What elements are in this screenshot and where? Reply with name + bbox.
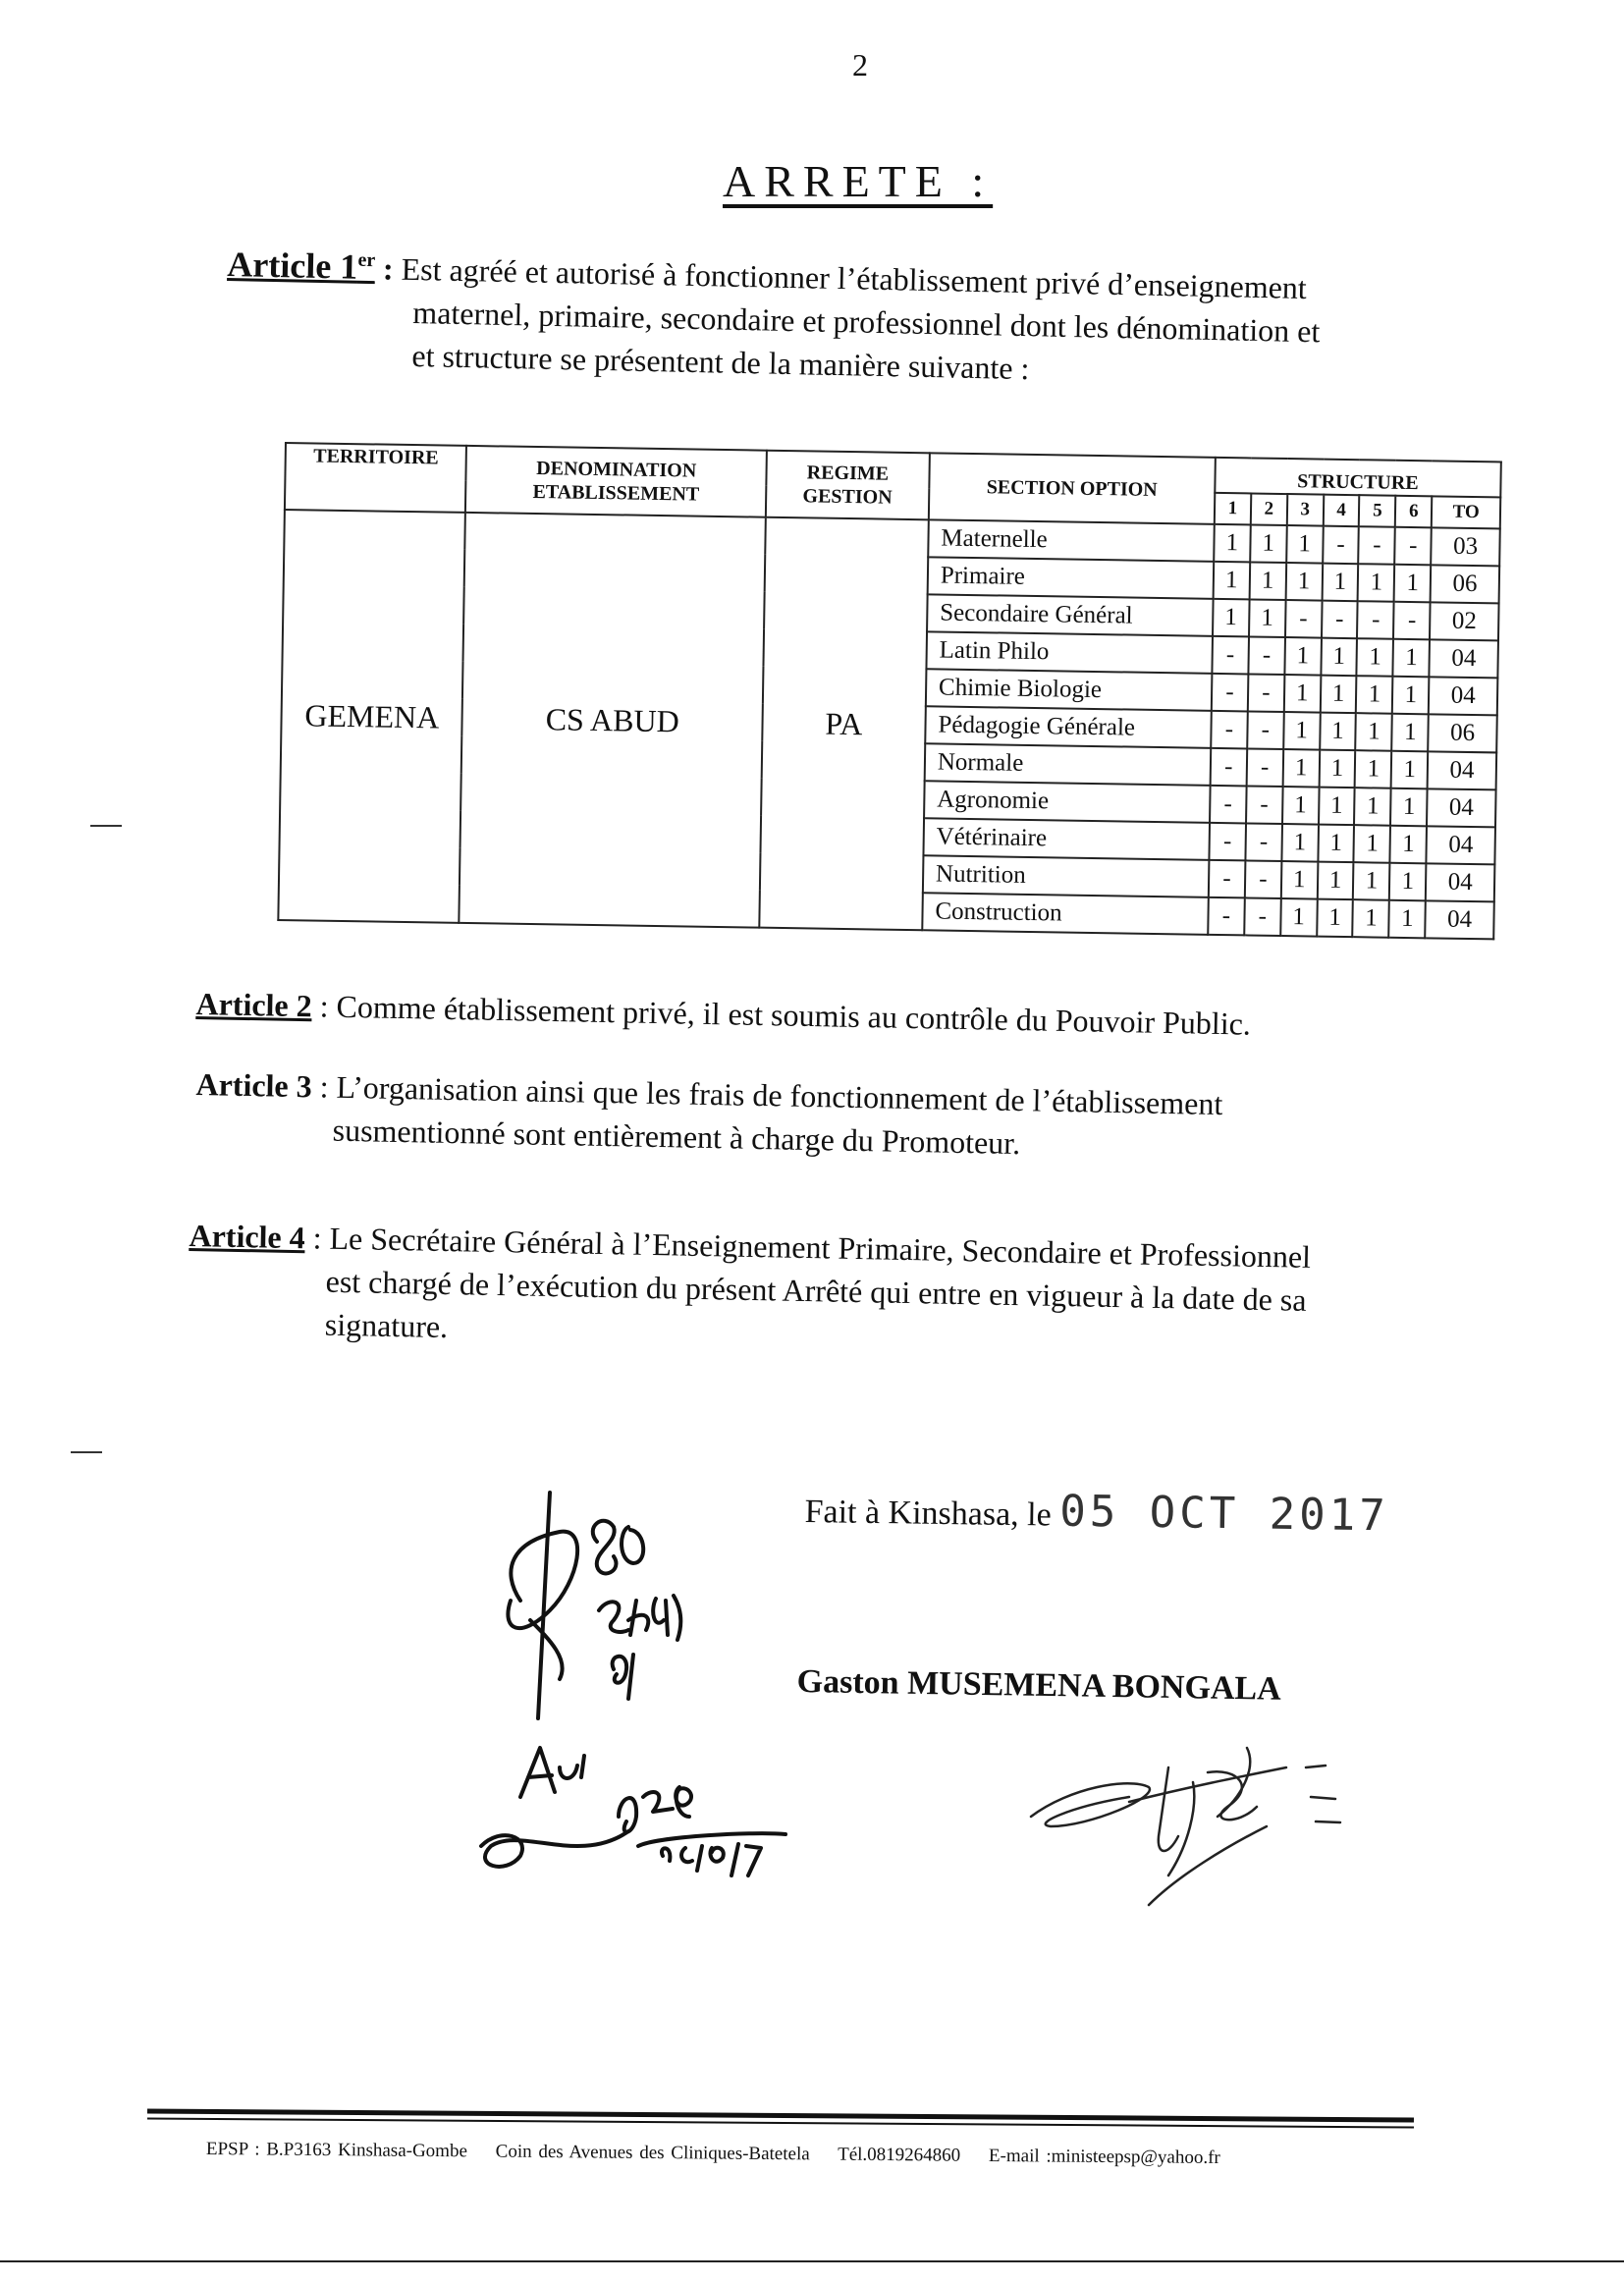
article-1-line-2: maternel, primaire, secondaire et professionnel dont les dénomination et: [412, 294, 1321, 350]
section-option-cell: Construction: [922, 893, 1209, 935]
structure-cell: 1: [1321, 638, 1357, 677]
structure-cell: -: [1211, 748, 1247, 787]
structure-cell: 1: [1284, 637, 1321, 676]
margin-mark: [71, 1451, 102, 1453]
structure-cell: 1: [1280, 898, 1317, 937]
structure-cell: 1: [1357, 638, 1393, 677]
structure-cell: 1: [1214, 562, 1250, 600]
structure-cell: 1: [1355, 750, 1391, 788]
total-cell: 04: [1427, 826, 1495, 864]
header-col-2: 2: [1251, 493, 1287, 525]
total-cell: 06: [1428, 714, 1496, 752]
article-1-line-3: et structure se présentent de la manière suivante :: [411, 337, 1030, 387]
structure-cell: 1: [1354, 788, 1390, 826]
article-2: [195, 982, 1473, 1050]
structure-cell: 1: [1354, 825, 1390, 863]
article-3: [194, 1062, 1472, 1173]
section-option-cell: Maternelle: [928, 519, 1215, 562]
article-4-line-1: : Le Secrétaire Général à l’Enseignement Primaire, Secondaire et Professionnel: [304, 1220, 1312, 1275]
section-option-cell: Secondaire Général: [927, 594, 1214, 636]
structure-cell: 1: [1284, 675, 1321, 713]
total-cell: 04: [1430, 639, 1498, 678]
total-cell: 04: [1425, 900, 1493, 939]
header-col-3: 3: [1286, 494, 1323, 526]
structure-cell: 1: [1390, 788, 1427, 827]
structure-cell: -: [1210, 786, 1246, 824]
section-option-cell: Pédagogie Générale: [925, 706, 1212, 748]
structure-cell: 1: [1353, 899, 1389, 938]
section-option-cell: Agronomie: [924, 781, 1211, 823]
total-cell: 04: [1429, 677, 1497, 715]
structure-cell: -: [1244, 897, 1280, 936]
footer: [206, 2139, 1242, 2169]
document-title: ARRETE :: [723, 156, 994, 206]
structure-cell: 1: [1322, 564, 1358, 602]
structure-cell: 1: [1390, 826, 1427, 864]
structure-cell: 1: [1213, 599, 1249, 637]
structure-cell: 1: [1356, 713, 1392, 751]
article-4: [187, 1214, 1465, 1368]
structure-cell: -: [1212, 674, 1248, 712]
structure-cell: 1: [1394, 565, 1431, 603]
article-4-line-3: signature.: [324, 1306, 449, 1345]
section-option-cell: Primaire: [928, 557, 1215, 599]
signatory-name: Gaston MUSEMENA BONGALA: [796, 1663, 1282, 1708]
structure-cell: -: [1245, 860, 1281, 898]
structure-cell: -: [1212, 636, 1248, 675]
structure-cell: 1: [1319, 788, 1355, 826]
structure-cell: 1: [1286, 525, 1323, 564]
structure-cell: 1: [1319, 750, 1355, 788]
header-section: SECTION OPTION: [929, 453, 1216, 524]
structure-cell: 1: [1281, 861, 1318, 899]
structure-cell: 1: [1249, 599, 1285, 637]
territoire-cell: GEMENA: [278, 510, 465, 923]
structure-cell: 1: [1320, 676, 1356, 714]
structure-cell: 1: [1393, 639, 1430, 678]
header-col-1: 1: [1215, 493, 1251, 525]
structure-cell: 1: [1281, 824, 1318, 862]
signature: [1011, 1728, 1424, 1925]
article-3-label: Article 3: [195, 1065, 313, 1105]
place-text: Fait à Kinshasa, le: [804, 1493, 1060, 1534]
structure-cell: 1: [1392, 677, 1429, 715]
structure-cell: 1: [1389, 900, 1426, 939]
structure-cell: -: [1208, 897, 1244, 936]
header-col-6: 6: [1395, 496, 1432, 528]
structure-cell: 1: [1358, 564, 1394, 602]
structure-cell: 1: [1249, 562, 1285, 600]
total-cell: 04: [1428, 751, 1496, 789]
structure-table: [277, 442, 1502, 940]
footer-address: EPSP : B.P3163 Kinshasa-Gombe: [205, 2139, 468, 2162]
header-structure: STRUCTURE: [1215, 458, 1501, 498]
total-cell: 02: [1430, 602, 1498, 640]
article-4-line-2: est chargé de l’exécution du présent Arrêté qui entre en vigueur à la date de sa: [325, 1263, 1307, 1318]
header-col-5: 5: [1359, 495, 1395, 527]
section-option-cell: Nutrition: [923, 855, 1210, 897]
article-2-label: Article 2: [195, 985, 313, 1024]
header-territoire: TERRITOIRE: [285, 443, 467, 513]
page-number: 2: [852, 47, 868, 82]
total-cell: 03: [1431, 527, 1499, 566]
section-option-cell: Vétérinaire: [923, 818, 1210, 860]
place-date: [804, 1483, 1389, 1541]
structure-cell: -: [1245, 823, 1281, 861]
structure-cell: -: [1248, 674, 1284, 712]
section-option-cell: Chimie Biologie: [926, 669, 1213, 711]
header-denomination: DENOMINATION ETABLISSEMENT: [465, 446, 766, 517]
total-cell: 04: [1426, 863, 1494, 901]
structure-cell: 1: [1317, 862, 1353, 900]
section-option-cell: Latin Philo: [926, 631, 1213, 674]
structure-cell: -: [1395, 527, 1432, 566]
bottom-rule: [0, 2260, 1624, 2262]
article-1-line-1: Est agréé et autorisé à fonctionner l’établissement privé d’enseignement: [401, 250, 1308, 306]
article-1-label: Article 1er: [226, 244, 376, 287]
article-1: Article 1er : Est agréé et autorisé à fonctionner l’établissement privé d’enseignement maternel, primaire, secondaire et professionnel dont les dénomination et et structure se présentent de la manière suivante :: [225, 236, 1386, 398]
structure-cell: 1: [1214, 524, 1250, 563]
structure-cell: -: [1211, 711, 1247, 749]
structure-cell: 1: [1283, 712, 1320, 750]
structure-cell: 1: [1285, 563, 1322, 601]
structure-cell: -: [1246, 748, 1282, 787]
structure-cell: -: [1393, 602, 1430, 640]
structure-cell: -: [1248, 636, 1284, 675]
paraph-annotation: [481, 1473, 795, 1748]
structure-cell: -: [1209, 860, 1245, 898]
footer-location: Coin des Avenues des Cliniques-Batetela: [495, 2141, 810, 2165]
structure-cell: 1: [1353, 862, 1389, 900]
structure-cell: -: [1247, 711, 1283, 749]
structure-cell: 1: [1392, 714, 1429, 752]
article-3-line-2: susmentionné sont entièrement à charge du Promoteur.: [332, 1112, 1021, 1162]
structure-cell: -: [1209, 823, 1245, 861]
structure-cell: -: [1323, 526, 1359, 565]
article-3-line-1: : L’organisation ainsi que les frais de fonctionnement de l’établissement: [311, 1068, 1223, 1122]
structure-cell: 1: [1282, 787, 1319, 825]
article-2-text: : Comme établissement privé, il est soumis au contrôle du Pouvoir Public.: [311, 988, 1252, 1042]
structure-cell: -: [1322, 601, 1358, 639]
total-cell: 04: [1427, 788, 1495, 827]
structure-cell: 1: [1282, 749, 1319, 788]
structure-cell: 1: [1317, 899, 1353, 938]
regime-cell: PA: [759, 517, 929, 931]
section-option-cell: Normale: [925, 743, 1212, 786]
denomination-cell: CS ABUD: [460, 513, 766, 928]
structure-cell: -: [1359, 526, 1395, 565]
footer-email: E-mail :ministeepsp@yahoo.fr: [988, 2145, 1220, 2169]
total-cell: 06: [1431, 565, 1499, 603]
structure-cell: 1: [1250, 524, 1286, 563]
structure-cell: 1: [1318, 825, 1354, 863]
structure-cell: 1: [1320, 713, 1356, 751]
structure-cell: -: [1246, 786, 1282, 824]
structure-cell: -: [1357, 601, 1393, 639]
header-regime: REGIME GESTION: [766, 451, 930, 520]
article-4-label: Article 4: [189, 1217, 306, 1256]
margin-mark: [90, 825, 122, 827]
date-stamp: 05 OCT 2017: [1058, 1486, 1390, 1542]
structure-cell: 1: [1356, 676, 1392, 714]
header-col-4: 4: [1323, 495, 1359, 527]
structure-cell: 1: [1391, 751, 1428, 789]
header-col-total: TO: [1432, 496, 1500, 528]
structure-cell: 1: [1389, 863, 1426, 901]
handwritten-annotation: [461, 1738, 854, 1895]
footer-phone: Tél.0819264860: [838, 2144, 961, 2166]
structure-cell: -: [1285, 600, 1322, 638]
